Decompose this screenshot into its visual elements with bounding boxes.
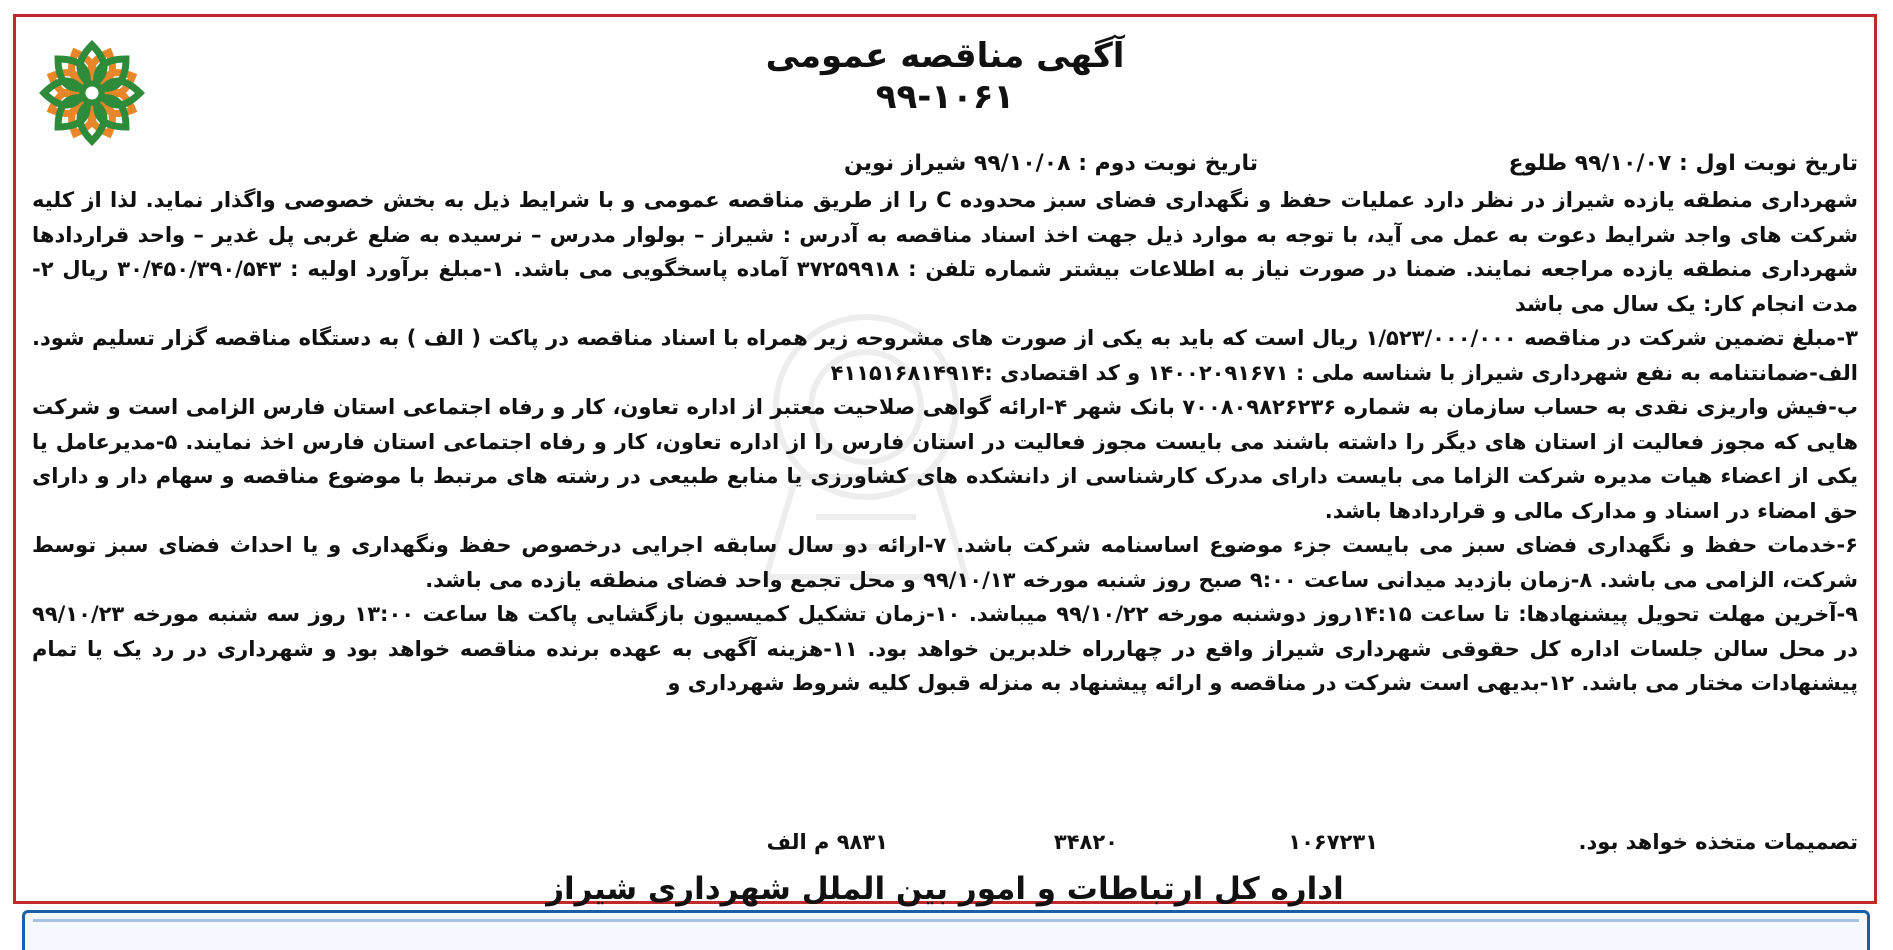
paragraph-services: ۶-خدمات حفظ و نگهداری فضای سبز می بایست جزء موضوع اساسنامه شرکت باشد. ۷-ارائه دو سال سابقه اجرایی درخصوص حفظ ونگهداری و یا احداث فضای سبز توسط شرکت، الزامی می باشد. ۸-زمان بازدید میدانی ساعت ۹:۰۰ صبح روز شنبه مورخه ۹۹/۱۰/۱۳ و محل تجمع واحد فضای منطقه یازده می باشد. — [32, 533, 1858, 592]
footer-signature: اداره کل ارتباطات و امور بین الملل شهرداری شیراز — [546, 871, 1344, 907]
advertisement-frame — [13, 14, 1877, 907]
publication-dates — [146, 147, 1858, 181]
closing-text: تصمیمات متخذه خواهد بود. — [1578, 830, 1858, 854]
code-2: ۳۴۸۲۰ — [1053, 830, 1118, 854]
tender-body — [32, 183, 1858, 701]
next-ad-inner-line — [33, 919, 1859, 922]
paragraph-requirements: ب-فیش واریزی نقدی به حساب سازمان به شماره ۷۰۰۸۰۹۸۲۶۲۳۶ بانک شهر ۴-ارائه گواهی صلاحیت معتبر از اداره تعاون، کار و رفاه اجتماعی استان فارس الزامی است و شرکت هایی که مجوز فعالیت از استان های دیگر را داشته باشند می بایست مجوز فعالیت در استان فارس را از اداره تعاون، کار و رفاه اجتماعی استان فارس اخذ نمایند. ۵-مدیرعامل یا یکی از اعضاء هیات مدیره شرکت الزاما می بایست دارای مدرک کارشناسی از دانشکده های کشاورزی یا منابع طبیعی در رشته های مرتبط با موضوع مناقصه و سهام دار و دارای حق امضاء در اسناد و مدارک مالی و قراردادها باشد. — [32, 395, 1859, 523]
closing-line — [16, 825, 1858, 859]
paragraph-guarantee: ۳-مبلغ تضمین شرکت در مناقصه ۱/۵۲۳/۰۰۰/۰۰۰ ریال است که باید به یکی از صورت های مشروحه زیر همراه با اسناد مناقصه در پاکت ( الف ) به دستگاه مناقصه گزار تسلیم شود. الف-ضمانتنامه به نفع شهرداری شیراز با شناسه ملی : ۱۴۰۰۲۰۹۱۶۷۱ و کد اقتصادی :۴۱۱۵۱۶۸۱۴۹۱۴ — [32, 326, 1858, 385]
second-publication-date: تاریخ نوبت دوم : ۹۹/۱۰/۰۸ شیراز نوین — [843, 151, 1258, 176]
code-3: ۹۸۳۱ م الف — [766, 830, 888, 854]
header — [16, 35, 1874, 117]
first-publication-date: تاریخ نوبت اول : ۹۹/۱۰/۰۷ طلوع — [1508, 151, 1858, 176]
paragraph-deadlines: ۹-آخرین مهلت تحویل پیشنهادها: تا ساعت ۱۴:۱۵روز دوشنبه مورخه ۹۹/۱۰/۲۲ میباشد. ۱۰-زمان تشکیل کمیسیون بازگشایی پاکت ها ساعت ۱۳:۰۰ روز سه شنبه مورخه ۹۹/۱۰/۲۳ در محل سالن جلسات اداره کل حقوقی شهرداری شیراز واقع در چهارراه خلدبرین خواهد بود. ۱۱-هزینه آگهی به عهده برنده مناقصه خواهد بود و شهرداری در رد یک یا تمام پیشنهادات مختار می باشد. ۱۲-بدیهی است شرکت در مناقصه و ارائه پیشنهاد به منزله قبول کلیه شروط شهرداری و — [32, 602, 1858, 695]
next-ad-border — [22, 910, 1870, 950]
code-1: ۱۰۶۷۲۳۱ — [1288, 830, 1378, 854]
page-title: آگهی مناقصه عمومی — [765, 36, 1125, 76]
paragraph-intro: شهرداری منطقه یازده شیراز در نظر دارد عملیات حفظ و نگهداری فضای سبز محدوده C را از طریق مناقصه عمومی و با شرایط ذیل به بخش خصوصی واگذار نماید. لذا از کلیه شرکت های واجد شرایط دعوت به عمل می آید، با توجه به موارد ذیل جهت اخذ اسناد مناقصه به آدرس : شیراز – بولوار مدرس – نرسیده به ضلع غربی پل غدیر – واحد قراردادها شهرداری منطقه یازده مراجعه نمایند. ضمنا در صورت نیاز به اطلاعات بیشتر شماره تلفن : ۳۷۲۵۹۹۱۸ آماده پاسخگویی می باشد. ۱-مبلغ برآورد اولیه : ۳۰/۴۵۰/۳۹۰/۵۴۳ ریال ۲-مدت انجام کار: یک سال می باشد — [32, 188, 1859, 316]
tender-number: ۹۹-۱۰۶۱ — [875, 77, 1015, 117]
